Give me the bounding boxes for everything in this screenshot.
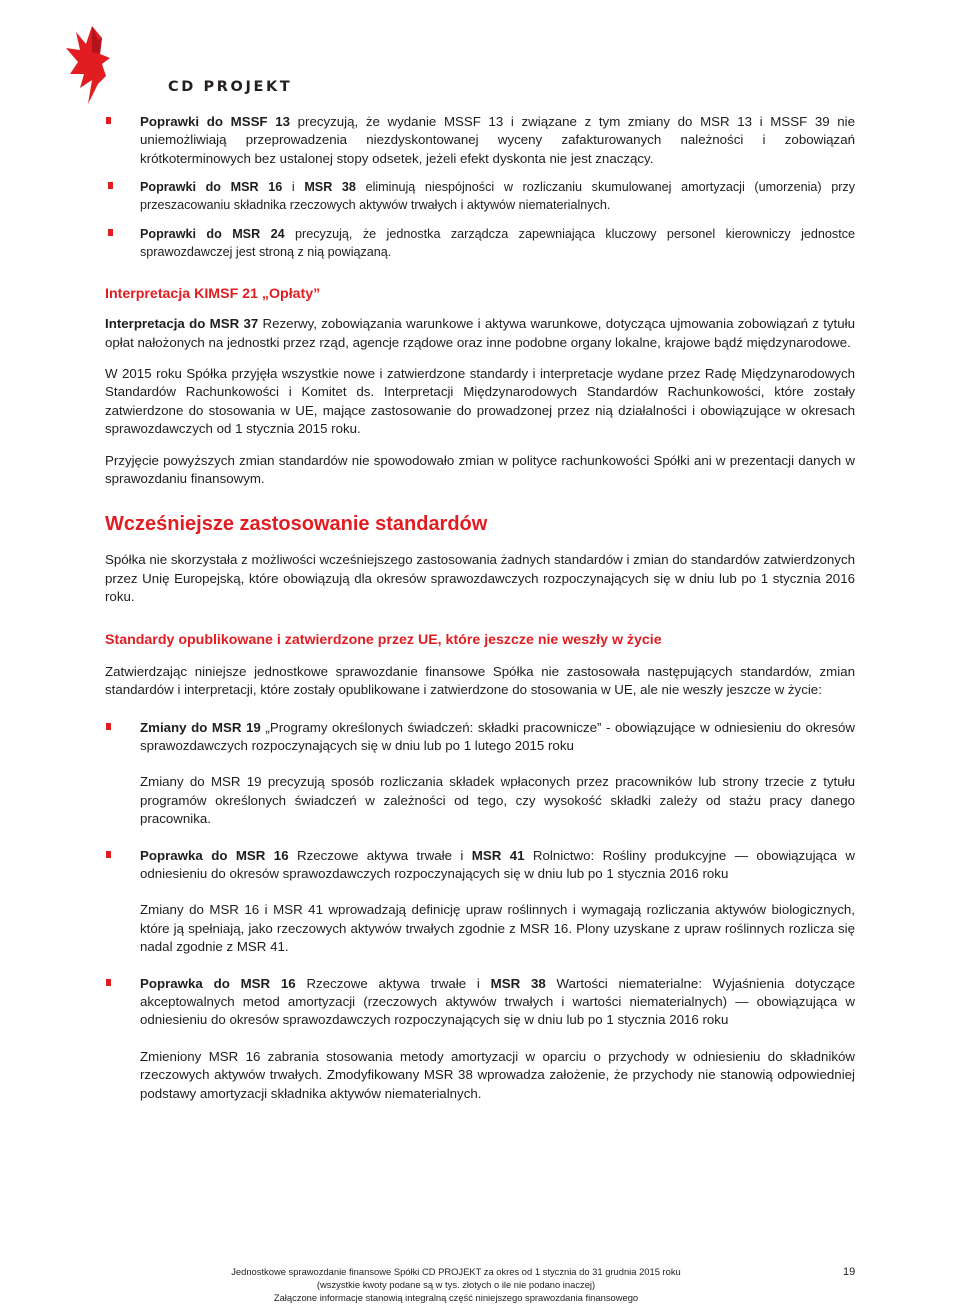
section-heading-published: Standardy opublikowane i zatwierdzone przez UE, które jeszcze nie weszły w życie [105,631,662,648]
list-item [105,178,855,214]
paragraph-przyjecie: Przyjęcie powyższych zmian standardów nie spowodowało zmian w polityce rachunkowości Spółki ani w prezentacji danych w sprawozdaniu finansowym. [105,452,855,487]
page-content [105,113,855,1103]
list-item [105,975,855,1030]
bullet-marker [106,851,111,858]
list-item [105,113,855,168]
item-detail: Zmiany do MSR 19 precyzują sposób rozliczania składek wpłaconych przez pracowników lub strony trzecie z tytułu programów określonych świadczeń w zależności od tego, czy wysokość składki zależy od stażu pracy danego pracownika. [140,774,855,827]
list-item [105,225,855,261]
bullet-text: Poprawki do MSR 24 precyzują, że jednostka zarządcza zapewniająca kluczowy personel kierowniczy jednostce sprawozdawczej jest stroną z nią powiązaną. [140,227,856,260]
bullet-text: Poprawka do MSR 16 Rzeczowe aktywa trwałe i MSR 41 Rolnictwo: Rośliny produkcyjne — obowiązująca w odniesieniu do okresów sprawozdawczych rozpoczynających się w dniu lub po 1 stycznia 2016 roku [140,847,855,881]
section-heading-kimsf: Interpretacja KIMSF 21 „Opłaty” [105,286,321,303]
page-footer [0,1265,960,1304]
kimsf-paragraph: Interpretacja do MSR 37 Rezerwy, zobowiązania warunkowe i aktywa warunkowe, dotycząca ujmowania zobowiązań z tytułu opłat nałożonych na jednostki przez rząd, agencje rządowe oraz inne podobne organy lokalne, krajowe bądź międzynarodowe. [105,316,855,350]
page-number: 19 [843,1266,856,1278]
bullet-marker [106,723,111,730]
footer-line: Załączone informacje stanowią integralną część niniejszego sprawozdania finansowego [273,1292,639,1303]
bullet-text: Poprawki do MSR 16 i MSR 38 eliminują niespójności w rozliczaniu skumulowanej amortyzacji (umorzenia) przy przeszacowaniu składnika rzeczowych aktywów trwałych i aktywów niematerialnych. [140,180,855,213]
bullet-marker [106,979,111,986]
section-heading-early: Wcześniejsze zastosowanie standardów [105,513,488,536]
red-cardinal-bird-icon [62,18,122,108]
early-paragraph: Spółka nie skorzystała z możliwości wcześniejszego zastosowania żadnych standardów i zmian do standardów zatwierdzonych przez Unię Europejską, które obowiązują dla okresów sprawozdawczych rozpoczynających się w dniu lub po 1 stycznia 2016 roku. [105,552,855,605]
paragraph-2015: W 2015 roku Spółka przyjęła wszystkie nowe i zatwierdzone standardy i interpretacje wydane przez Radę Międzynarodowych Standardów Rachunkowości i Komitet ds. Interpretacji Międzynarodowych Standardów Rachunkowości, które zostały zatwierdzone do stosowania w UE, mające zastosowanie do prowadzonej przez nią działalności i obowiązujące w okresach sprawozdawczych od 1 stycznia 2015 roku. [105,366,855,437]
bullet-text: Poprawka do MSR 16 Rzeczowe aktywa trwałe i MSR 38 Wartości niematerialne: Wyjaśnienia dotyczące akceptowalnych metod amortyzacji (rzeczowych aktywów trwałych i wartości niematerialnych) — obowiązująca w odniesieniu do okresów sprawozdawczych rozpoczynających się w dniu lub po 1 stycznia 2016 roku [140,975,855,1028]
list-item [105,719,855,756]
bullet-marker [108,182,113,189]
bullet-text: Zmiany do MSR 19 „Programy określonych świadczeń: składki pracownicze” - obowiązujące w odniesieniu do okresów sprawozdawczych rozpoczynających się w dniu lub po 1 lutego 2015 roku [140,719,856,753]
item-detail: Zmiany do MSR 16 i MSR 41 wprowadzają definicję upraw roślinnych i wymagają rozliczania aktywów biologicznych, które ją spełniają, jako rzeczowych aktywów trwałych zgodnie z MSR 16. Plony uzyskane z upraw roślinnych rozlicza się nadal zgodnie z MSR 41. [140,902,855,955]
footer-line: (wszystkie kwoty podane są w tys. złotych o ile nie podano inaczej) [316,1279,596,1290]
company-logo [62,18,293,108]
logo-wordmark: CD PROJEKT [168,79,293,95]
published-intro: Zatwierdzając niniejsze jednostkowe sprawozdanie finansowe Spółka nie zastosowała następujących standardów, zmian standardów i interpretacji, które zostały opublikowane i zatwierdzone do stosowania w UE, ale nie weszły jeszcze w życie: [105,663,855,698]
item-detail: Zmieniony MSR 16 zabrania stosowania metody amortyzacji w oparciu o przychody w odniesieniu do składników rzeczowych aktywów trwałych. Zmodyfikowany MSR 38 wprowadza założenie, że przychody nie stanowią odpowiedniej podstawy amortyzacji składnika aktywów niematerialnych. [140,1048,855,1101]
bullet-marker [108,229,113,236]
list-item [105,847,855,884]
bullet-marker [106,117,111,124]
bullet-text: Poprawki do MSSF 13 precyzują, że wydanie MSSF 13 i związane z tym zmiany do MSR 13 i MSSF 39 nie uniemożliwiają przeprowadzenia niezdyskontowanej wyceny zafakturowanych należności i zobowiązań krótkoterminowych bez ustalonej stopy odsetek, jeżeli efekt dyskonta nie jest znaczący. [140,114,855,166]
footer-line: Jednostkowe sprawozdanie finansowe Spółki CD PROJEKT za okres od 1 stycznia do 31 grudnia 2015 roku [231,1266,681,1277]
